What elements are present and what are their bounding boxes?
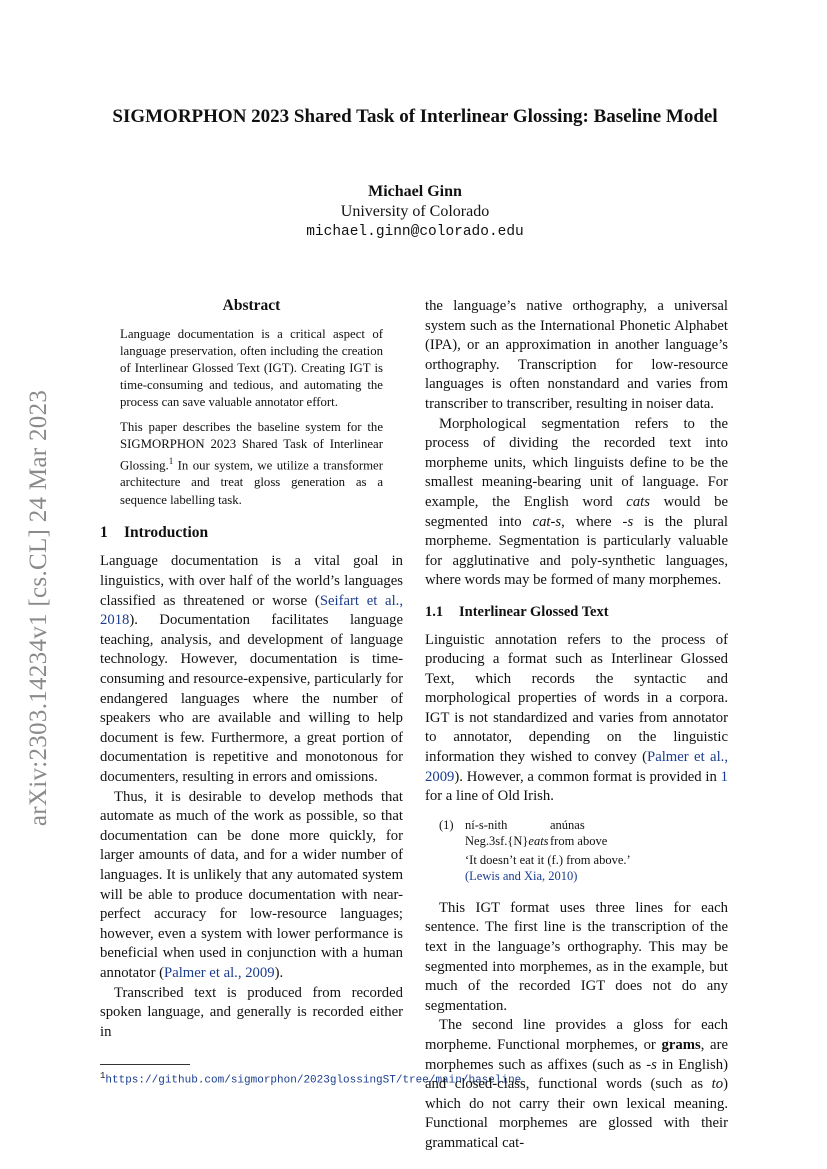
citation-link[interactable]: Palmer et al., 2009 bbox=[164, 964, 275, 981]
text-run: ). bbox=[274, 964, 284, 981]
footnote-url[interactable]: https://github.com/sigmorphon/2023glossingST/tree/main/baseline bbox=[105, 1074, 522, 1087]
text-run: Morphological segmentation refers to the process of dividing the recorded text into morpheme units, which linguists define to be the smallest meaning-bearing unit of language. For example, the English word bbox=[425, 415, 728, 510]
text-run: ). However, a common format is provided in bbox=[454, 768, 721, 785]
intro-paragraph-3: Transcribed text is produced from recorded spoken language, and generally is recorded either in bbox=[100, 984, 403, 1040]
gloss-lexeme: eats bbox=[528, 833, 549, 848]
abstract-body bbox=[120, 326, 383, 509]
footnote-ref[interactable]: 1 bbox=[168, 456, 174, 467]
author-name: Michael Ginn bbox=[368, 183, 462, 200]
citation-link[interactable]: Palmer et al., 2009 bbox=[425, 749, 728, 785]
text-run: , where bbox=[561, 513, 623, 530]
text-run: Language documentation is a vital goal in linguistics, with over half of the world’s languages classified as threatened or worse ( bbox=[100, 553, 403, 609]
footnote bbox=[100, 1069, 522, 1088]
text-run: , are morphemes such as affixes (such as bbox=[425, 1037, 728, 1073]
intro-paragraph-1 bbox=[100, 552, 403, 787]
abstract-paragraph-2 bbox=[120, 419, 383, 509]
section-heading-introduction bbox=[100, 523, 403, 543]
example-reference-link[interactable]: 1 bbox=[720, 768, 728, 785]
section-title: Introduction bbox=[124, 523, 209, 541]
right-paragraph-2 bbox=[425, 415, 728, 591]
right-paragraph-4: This IGT format uses three lines for each sentence. The first line is the transcription of the text in the language’s orthography. This may be segmented into morphemes, as in the example, but much of the recorded IGT does not do any segmentation. bbox=[425, 899, 728, 1014]
example-gloss-2: from above bbox=[550, 833, 608, 848]
abstract-paragraph-1: Language documentation is a critical aspect of language preservation, often including the creation of Interlinear Glossed Text (IGT). Creating IGT is time-consuming and tedious, and automating the process can save valuable annotator effort. bbox=[120, 326, 383, 410]
igt-example bbox=[425, 817, 728, 887]
text-run: ) which do not carry their own lexical meaning. Functional morphemes are glossed with their grammatical cat- bbox=[425, 1076, 728, 1151]
example-word-1: ní-s-nith bbox=[465, 817, 508, 832]
footnote-mark: 1 bbox=[100, 1071, 106, 1082]
italic-term: -s bbox=[646, 1056, 657, 1073]
text-run: The second line provides a gloss for each morpheme. Functional morphemes, or bbox=[425, 1017, 728, 1053]
example-gloss-1 bbox=[465, 833, 549, 849]
text-run: for a line of Old Irish. bbox=[425, 788, 554, 805]
text-run: is the plural morpheme. Segmentation is particularly valuable for agglutinative and poly-synthetic languages, where words may be formed of many morphemes. bbox=[425, 513, 728, 589]
text-run: would be segmented into bbox=[425, 493, 728, 530]
example-label: (1) bbox=[439, 817, 454, 832]
footnote-divider bbox=[100, 1064, 190, 1065]
author-affiliation: University of Colorado bbox=[340, 203, 490, 220]
example-word-2: anúnas bbox=[550, 817, 585, 832]
abstract-p2-text-b: In our system, we utilize a transformer architecture and treat gloss generation as a sequence labelling task. bbox=[120, 458, 383, 507]
italic-term: cat-s bbox=[532, 513, 562, 530]
example-translation: ‘It doesn’t eat it (f.) from above.’ bbox=[465, 852, 631, 867]
text-run: Linguistic annotation refers to the process of producing a format such as Interlinear Glossed Text, which records the syntactic and morphological properties of words in a corpora. IGT is not standardized and varies from annotator to annotator, depending on the linguistic information they wished to convey ( bbox=[425, 631, 728, 766]
abstract-heading: Abstract bbox=[222, 297, 281, 314]
abstract-p2-text-a: This paper describes the baseline system for the SIGMORPHON 2023 Shared Task of Interlinear Glossing. bbox=[120, 419, 383, 473]
text-run: ). Documentation facilitates language teaching, analysis, and development of language technology. However, documentation is time-consuming and resource-expensive, particularly for endangered languages where the number of speakers who are available and willing to help document is few. Furthermore, a great portion of documentation is repetitive and monotonous for documenters, resulting in errors and omissions. bbox=[100, 612, 403, 786]
citation-link[interactable]: Seifart et al., 2018 bbox=[100, 592, 404, 629]
text-run: in English) and closed-class, functional words (such as bbox=[425, 1056, 728, 1093]
paper-title: SIGMORPHON 2023 Shared Task of Interlinear Glossing: Baseline Model bbox=[112, 106, 718, 127]
right-paragraph-3 bbox=[425, 631, 728, 807]
right-paragraph-1: the language’s native orthography, a universal system such as the International Phonetic Alphabet (IPA), or an approximation in another language’s orthography. Transcription for low-resource languages is often nonstandard and varies from transcriber to transcriber, resulting in noiser data. bbox=[425, 298, 728, 412]
gloss-grams: Neg.3sf.{N} bbox=[465, 833, 529, 848]
intro-paragraph-2 bbox=[100, 788, 403, 984]
subsection-title: Interlinear Glossed Text bbox=[459, 603, 609, 620]
section-number: 1 bbox=[100, 523, 108, 541]
example-source-citation[interactable]: (Lewis and Xia, 2010) bbox=[465, 868, 578, 883]
italic-term: -s bbox=[622, 513, 634, 530]
italic-term: to bbox=[711, 1076, 724, 1093]
subsection-number: 1.1 bbox=[425, 603, 444, 620]
subsection-heading-igt bbox=[425, 603, 728, 623]
author-email[interactable]: michael.ginn@colorado.edu bbox=[306, 224, 524, 240]
text-run: Thus, it is desirable to develop methods that automate as much of the work as possible, so that documentation can be done more quickly, for larger amounts of data, and for a wider number of languages. It is unlikely that any automated system will be able to produce documentation with near-perfect accuracy for low-resource languages; however, even a system with lower performance is beneficial when used in conjunction with a human annotator ( bbox=[100, 788, 403, 981]
bold-term: grams bbox=[661, 1037, 701, 1053]
arxiv-sidebar bbox=[4, 355, 74, 860]
right-paragraph-5 bbox=[425, 1016, 728, 1153]
right-column bbox=[425, 297, 728, 1154]
author-block bbox=[100, 182, 730, 242]
italic-term: cats bbox=[626, 493, 650, 510]
arxiv-identifier: arXiv:2303.14234v1 [cs.CL] 24 Mar 2023 bbox=[25, 389, 52, 826]
